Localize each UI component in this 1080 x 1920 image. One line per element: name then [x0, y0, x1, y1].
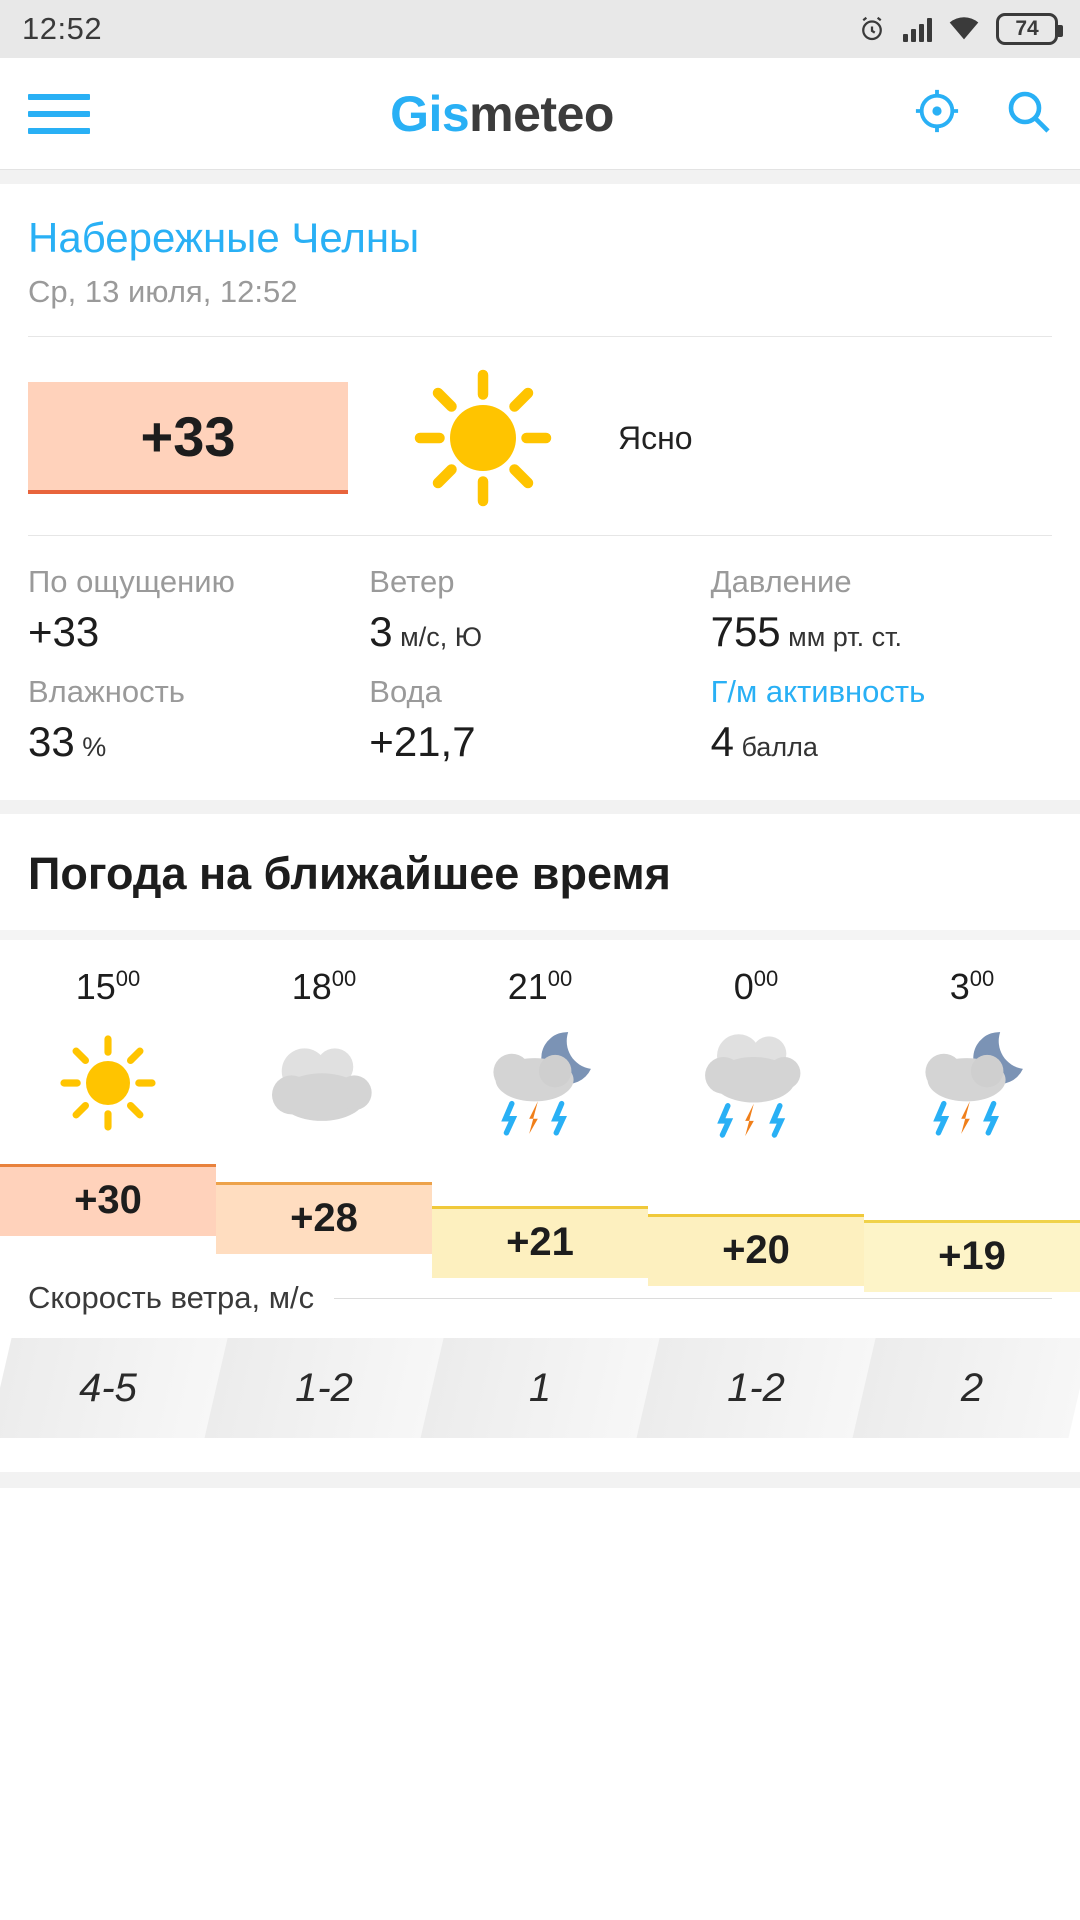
wind-speed-label: Скорость ветра, м/с [28, 1280, 315, 1315]
param-value [711, 718, 1052, 766]
param-value [28, 718, 369, 766]
param-unit: м/с, Ю [392, 622, 483, 652]
hour-time [216, 966, 432, 1008]
hamburger-menu-icon[interactable] [28, 94, 90, 134]
param-wind [369, 546, 710, 656]
hour-time [648, 966, 864, 1008]
param-geomagnetic[interactable] [711, 656, 1052, 766]
hour-value: 0 [733, 966, 754, 1007]
cloud-storm-icon [648, 1008, 864, 1158]
param-value [28, 608, 369, 656]
param-pressure [711, 546, 1052, 656]
param-label: Вода [369, 674, 442, 709]
app-logo [390, 85, 614, 143]
hour-column[interactable] [216, 966, 432, 1158]
hour-wind [0, 1338, 216, 1438]
hour-time [864, 966, 1080, 1008]
hour-minutes: 00 [969, 966, 995, 991]
hourly-temperature-row [0, 1164, 1080, 1278]
hour-minutes: 00 [331, 966, 357, 991]
wind-label-rule [334, 1298, 1052, 1299]
hour-temperature-value: +30 [74, 1177, 142, 1222]
current-datetime: Ср, 13 июля, 12:52 [28, 274, 298, 309]
params-row-1 [28, 546, 1052, 656]
hour-minutes: 00 [115, 966, 141, 991]
param-water [369, 656, 710, 766]
forecast-bottom-divider [0, 1472, 1080, 1488]
current-condition-text: Ясно [618, 419, 693, 456]
param-feels-like [28, 546, 369, 656]
current-weather-card [0, 184, 1080, 800]
page-filler [0, 1488, 1080, 1920]
alarm-icon [857, 14, 887, 44]
night-storm-icon [864, 1008, 1080, 1158]
hourly-wind-row [0, 1338, 1080, 1438]
hour-wind [864, 1338, 1080, 1438]
sun-icon [0, 1008, 216, 1158]
section-divider [0, 800, 1080, 814]
status-bar [0, 0, 1080, 58]
hour-value: 21 [507, 966, 548, 1007]
logo-text-first: Gis [390, 85, 470, 142]
current-temperature: +33 [28, 382, 348, 494]
hour-minutes: 00 [753, 966, 779, 991]
hour-wind-value: 4-5 [79, 1365, 137, 1410]
hour-temperature-value: +21 [506, 1219, 574, 1264]
hour-temperature [432, 1206, 648, 1278]
hour-wind-value: 1-2 [727, 1365, 785, 1410]
search-icon[interactable] [1004, 87, 1052, 140]
current-conditions-row [0, 337, 1080, 535]
param-unit: % [74, 732, 107, 762]
status-clock: 12:52 [22, 11, 103, 46]
signal-icon [903, 16, 932, 42]
hour-column[interactable] [432, 966, 648, 1158]
hourly-times-row [0, 940, 1080, 1158]
hour-value: 18 [291, 966, 332, 1007]
city-name[interactable]: Набережные Челны [28, 214, 420, 261]
param-humidity [28, 656, 369, 766]
hour-time [432, 966, 648, 1008]
hour-minutes: 00 [547, 966, 573, 991]
current-params [0, 536, 1080, 800]
param-number: +33 [28, 608, 100, 655]
app-bar-actions [914, 87, 1052, 140]
hour-wind [432, 1338, 648, 1438]
param-label[interactable]: Г/м активность [710, 674, 926, 709]
hour-value: 3 [949, 966, 970, 1007]
forecast-title: Погода на ближайшее время [0, 814, 1080, 930]
hour-temperature [0, 1164, 216, 1236]
hour-column[interactable] [648, 966, 864, 1158]
logo-text-second: meteo [469, 85, 614, 142]
hour-wind-value: 1-2 [295, 1365, 353, 1410]
hour-column[interactable] [0, 966, 216, 1158]
locate-icon[interactable] [914, 88, 960, 139]
battery-level: 74 [1015, 17, 1039, 40]
hour-column[interactable] [864, 966, 1080, 1158]
hourly-forecast[interactable] [0, 940, 1080, 1488]
param-label: Ветер [369, 564, 455, 599]
sun-icon [348, 363, 618, 513]
param-label: По ощущению [28, 564, 235, 599]
param-unit: мм рт. ст. [780, 622, 902, 652]
param-number: 3 [369, 608, 393, 655]
hour-value: 15 [75, 966, 116, 1007]
param-label: Давление [710, 564, 852, 599]
cloudy-icon [216, 1008, 432, 1158]
wifi-icon [948, 16, 980, 42]
city-block[interactable] [0, 184, 1080, 310]
param-label: Влажность [28, 674, 185, 709]
hour-wind [648, 1338, 864, 1438]
hour-wind [216, 1338, 432, 1438]
night-storm-icon [432, 1008, 648, 1158]
hour-temperature-value: +28 [290, 1195, 358, 1240]
param-number: 755 [710, 608, 781, 655]
forecast-top-strip [0, 930, 1080, 940]
param-number: 33 [28, 718, 75, 765]
hour-temperature-value: +19 [938, 1233, 1006, 1278]
param-number: 4 [710, 718, 734, 765]
params-row-2 [28, 656, 1052, 766]
hour-wind-value: 2 [960, 1365, 984, 1410]
hour-temperature [864, 1220, 1080, 1292]
hour-temperature-value: +20 [722, 1227, 790, 1272]
status-icons [857, 13, 1058, 45]
app-bar [0, 58, 1080, 170]
param-value [369, 608, 710, 656]
param-unit: балла [733, 732, 818, 762]
param-value [711, 608, 1052, 656]
hour-temperature [648, 1214, 864, 1286]
hour-temperature [216, 1182, 432, 1254]
hour-time [0, 966, 216, 1008]
param-number: +21,7 [369, 718, 476, 765]
top-divider [0, 170, 1080, 184]
hour-wind-value: 1 [528, 1365, 552, 1410]
param-value [369, 718, 710, 766]
battery-icon [996, 13, 1058, 45]
